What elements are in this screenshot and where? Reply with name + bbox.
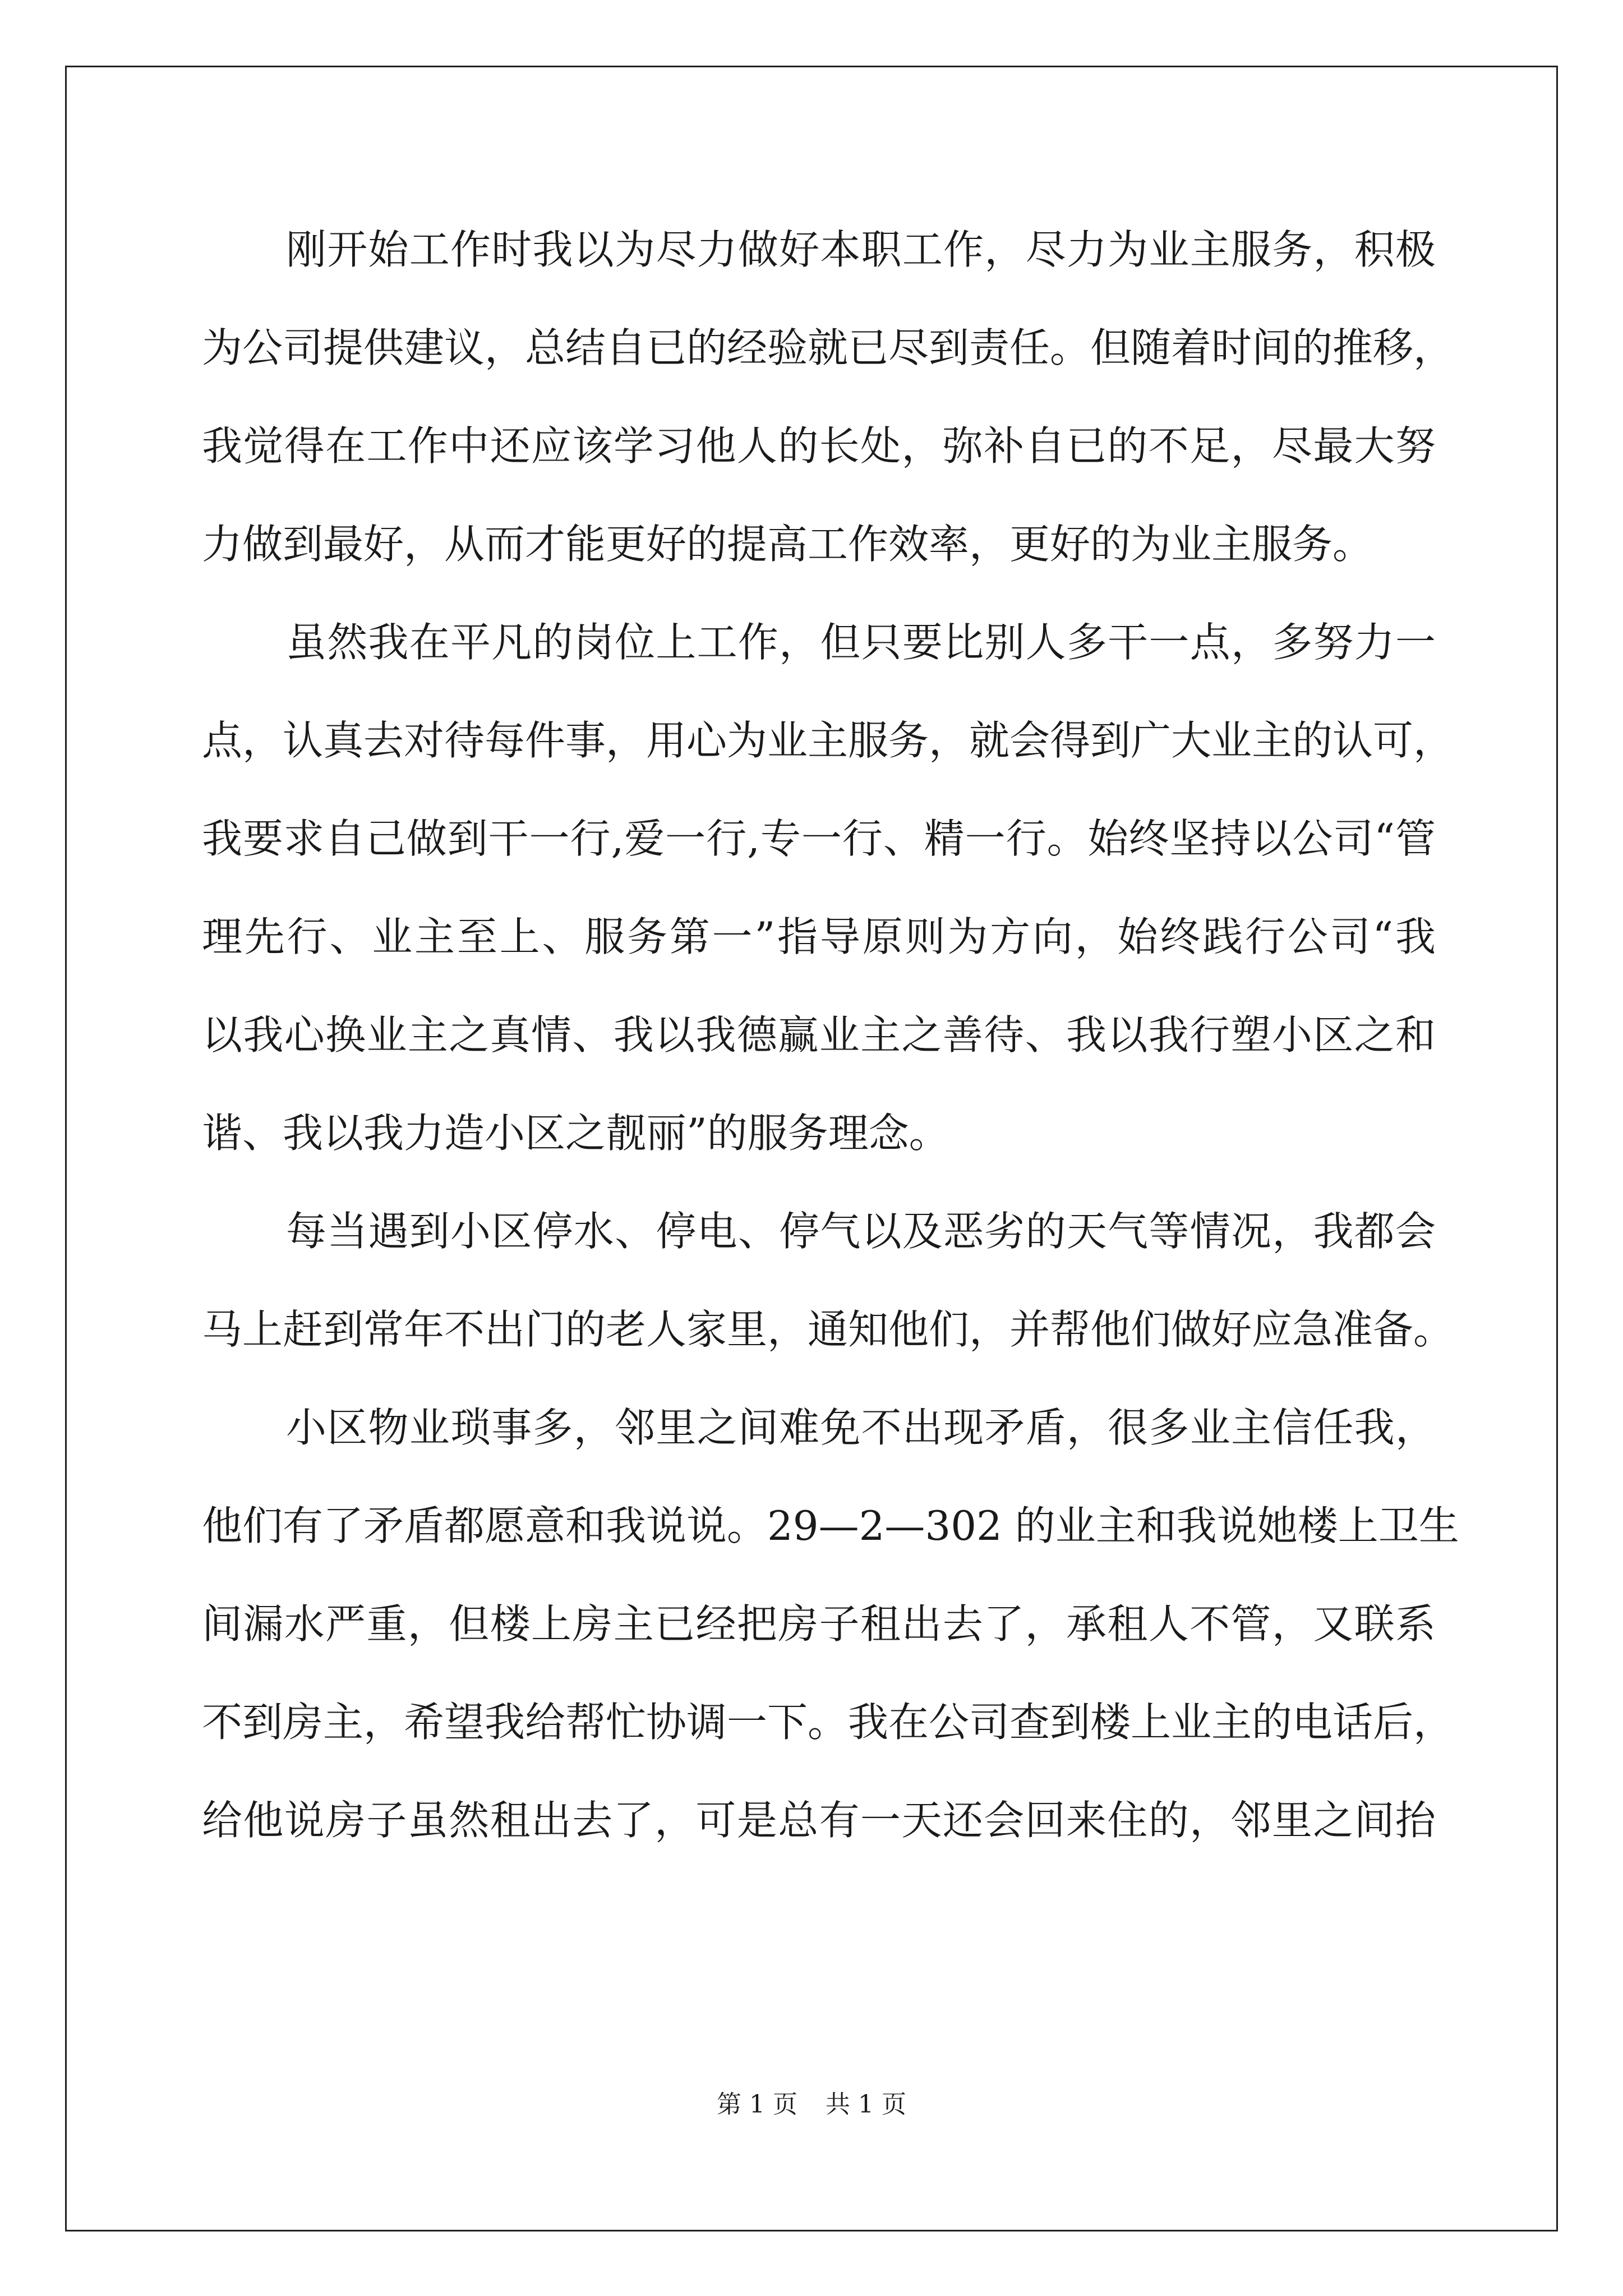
- page-total: 共 1 页: [826, 2090, 906, 2119]
- text-line: 给他说房子虽然租出去了，可是总有一天还会回来住的，邻里之间抬: [202, 1797, 1436, 1844]
- text-line: 虽然我在平凡的岗位上工作，但只要比别人多干一点，多努力一: [286, 619, 1436, 666]
- text-line: 他们有了矛盾都愿意和我说说。29—2—302 的业主和我说她楼上卫生: [202, 1502, 1459, 1549]
- text-line: 小区物业琐事多，邻里之间难免不出现矛盾，很多业主信任我，: [286, 1404, 1436, 1451]
- page-number: 第 1 页: [717, 2090, 797, 2119]
- text-line: 不到房主，希望我给帮忙协调一下。我在公司查到楼上业主的电话后，: [202, 1699, 1454, 1746]
- text-line: 刚开始工作时我以为尽力做好本职工作，尽力为业主服务，积极: [286, 226, 1436, 273]
- text-line: 我觉得在工作中还应该学习他人的长处，弥补自已的不足，尽最大努: [202, 422, 1436, 470]
- text-line: 马上赶到常年不出门的老人家里，通知他们，并帮他们做好应急准备。: [202, 1306, 1454, 1353]
- text-line: 为公司提供建议，总结自已的经验就已尽到责任。但随着时间的推移，: [202, 324, 1454, 371]
- text-line: 谐、我以我力造小区之靓丽”的服务理念。: [202, 1110, 949, 1157]
- text-line: 以我心换业主之真情、我以我德赢业主之善待、我以我行塑小区之和: [202, 1011, 1436, 1059]
- text-line: 力做到最好，从而才能更好的提高工作效率，更好的为业主服务。: [202, 521, 1373, 568]
- text-line: 间漏水严重，但楼上房主已经把房子租出去了，承租人不管，又联系: [202, 1600, 1436, 1648]
- text-line: 我要求自己做到干一行,爱一行,专一行、精一行。始终坚持以公司“管: [202, 815, 1436, 862]
- text-line: 每当遇到小区停水、停电、停气以及恶劣的天气等情况，我都会: [286, 1208, 1436, 1255]
- page-footer: [0, 2088, 1623, 2122]
- text-line: 理先行、业主至上、服务第一”指导原则为方向，始终践行公司“我: [202, 913, 1436, 960]
- text-line: 点，认真去对待每件事，用心为业主服务，就会得到广大业主的认可，: [202, 717, 1454, 764]
